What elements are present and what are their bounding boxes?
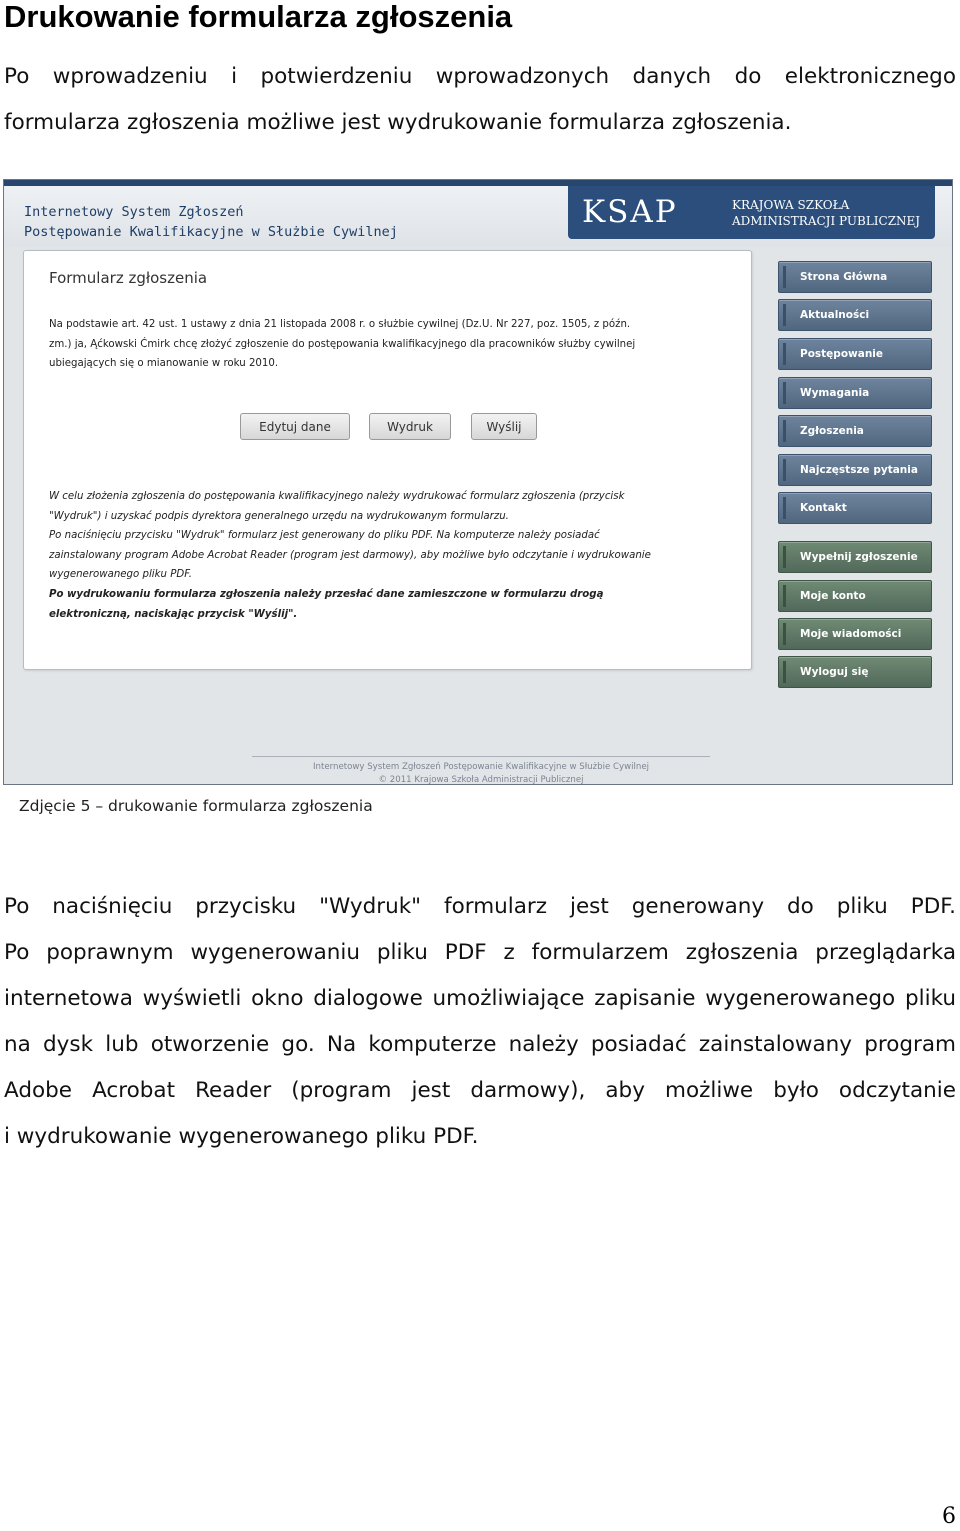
nav-item-procedure[interactable]: Postępowanie	[778, 338, 932, 370]
footer-line: © 2011 Krajowa Szkoła Administracji Publicznej	[378, 775, 584, 785]
form-note-line: "Wydruk") i uzyskać podpis dyrektora generalnego urzędu na wydrukowanym formularzu.	[49, 510, 509, 522]
nav-item-news[interactable]: Aktualności	[778, 299, 932, 331]
intro-line: formularza zgłoszenia możliwe jest wydrukowanie formularza zgłoszenia.	[4, 110, 792, 135]
body-line: internetowa wyświetli okno dialogowe umożliwiające zapisanie wygenerowanego pliku	[4, 986, 956, 1011]
nav-item-contact[interactable]: Kontakt	[778, 492, 932, 524]
form-note-line: W celu złożenia zgłoszenia do postępowania kwalifikacyjnego należy wydrukować formularz zgłoszenia (przycisk	[49, 491, 625, 502]
nav-item-faq[interactable]: Najczęstsze pytania	[778, 454, 932, 486]
figure-caption: Zdjęcie 5 – drukowanie formularza zgłoszenia	[19, 797, 373, 815]
page-title: Drukowanie formularza zgłoszenia	[4, 0, 513, 34]
form-note-line: Po naciśnięciu przycisku "Wydruk" formularz jest generowany do pliku PDF. Na komputerze należy posiadać	[49, 530, 600, 542]
ksap-name	[732, 197, 920, 229]
body-paragraph	[4, 884, 956, 1160]
nav-item-requirements[interactable]: Wymagania	[778, 377, 932, 409]
form-title: Formularz zgłoszenia	[49, 269, 208, 287]
page-number: 6	[942, 1504, 956, 1529]
system-title-line: Postępowanie Kwalifikacyjne w Służbie Cywilnej	[24, 224, 398, 240]
form-note-bold-line: elektroniczną, naciskając przycisk "Wyślij".	[49, 608, 298, 620]
body-line: na dysk lub otworzenie go. Na komputerze należy posiadać zainstalowany program	[4, 1032, 956, 1057]
body-line: Adobe Acrobat Reader (program jest darmowy), aby możliwe było odczytanie	[4, 1078, 956, 1103]
nav-item-applications[interactable]: Zgłoszenia	[778, 415, 932, 447]
body-line: i wydrukowanie wygenerowanego pliku PDF.	[4, 1124, 479, 1149]
form-note-bold-line: Po wydrukowaniu formularza zgłoszenia należy przesłać dane zamieszczone w formularzu drogą	[49, 588, 604, 600]
nav-item-fill-application[interactable]: Wypełnij zgłoszenie	[778, 541, 932, 573]
form-intro-line: Na podstawie art. 42 ust. 1 ustawy z dnia 21 listopada 2008 r. o służbie cywilnej (Dz.U. Nr 227, poz. 1505, z późn.	[49, 319, 631, 330]
body-line: Po poprawnym wygenerowaniu pliku PDF z formularzem zgłoszenia przeglądarka	[4, 940, 956, 965]
system-title-line: Internetowy System Zgłoszeń	[24, 204, 244, 220]
footer-line: Internetowy System Zgłoszeń Postępowanie Kwalifikacyjne w Służbie Cywilnej	[313, 762, 649, 772]
form-note-line: wygenerowanego pliku PDF.	[49, 569, 192, 581]
send-button[interactable]: Wyślij	[471, 413, 537, 440]
system-title	[24, 202, 398, 242]
nav-item-logout[interactable]: Wyloguj się	[778, 656, 932, 688]
body-line: Po naciśnięciu przycisku "Wydruk" formularz jest generowany do pliku PDF.	[4, 894, 956, 919]
nav-item-my-account[interactable]: Moje konto	[778, 580, 932, 612]
nav-item-home[interactable]: Strona Główna	[778, 261, 932, 293]
print-button[interactable]: Wydruk	[369, 413, 451, 440]
ksap-name-line: ADMINISTRACJI PUBLICZNEJ	[732, 214, 921, 228]
edit-data-button[interactable]: Edytuj dane	[240, 413, 350, 440]
intro-line: Po wprowadzeniu i potwierdzeniu wprowadzonych danych do elektronicznego	[4, 64, 956, 89]
screenshot-figure	[3, 179, 953, 785]
site-footer	[252, 756, 710, 785]
form-intro-line: ubiegających się o mianowanie w roku 2010.	[49, 358, 279, 369]
form-intro	[49, 315, 729, 374]
ksap-logo-block[interactable]	[568, 186, 935, 239]
nav-item-my-messages[interactable]: Moje wiadomości	[778, 618, 932, 650]
ksap-name-line: KRAJOWA SZKOŁA	[732, 198, 850, 212]
ksap-logo: KSAP	[582, 194, 678, 230]
form-intro-line: zm.) ja, Ąćkowski Ćmirk chcę złożyć zgłoszenie do postępowania kwalifikacyjnego dla pracowników służby cywilnej	[49, 338, 636, 350]
intro-paragraph	[4, 54, 956, 146]
form-panel	[23, 250, 752, 670]
form-note	[49, 487, 739, 624]
form-note-line: zainstalowany program Adobe Acrobat Reader (program jest darmowy), aby możliwe było odczytanie i wydrukowanie	[49, 549, 651, 561]
